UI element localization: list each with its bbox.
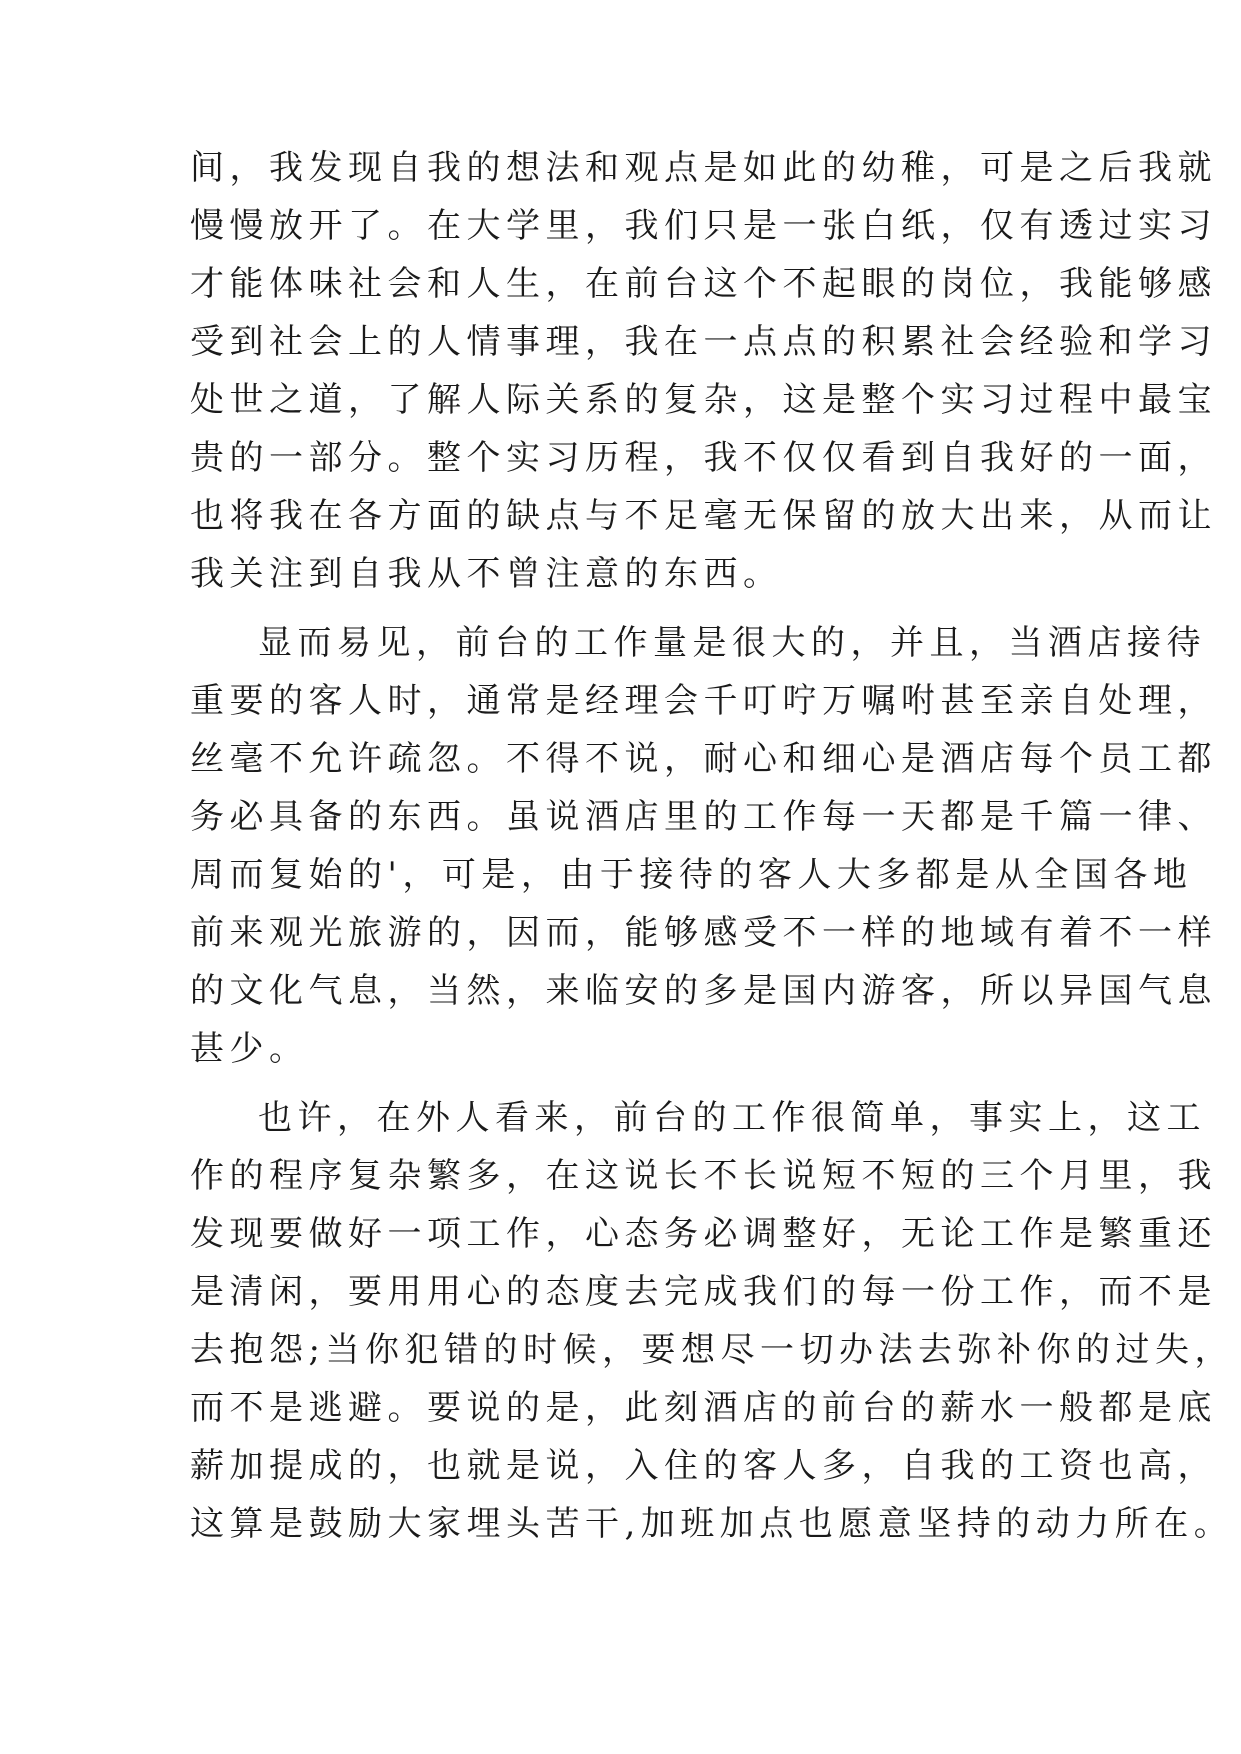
text-line: 丝毫不允许疏忽。不得不说，耐心和细心是酒店每个员工都 — [190, 739, 1217, 779]
text-line: 贵的一部分。整个实习历程，我不仅仅看到自我好的一面， — [190, 438, 1217, 478]
text-line: 发现要做好一项工作，心态务必调整好，无论工作是繁重还 — [190, 1214, 1217, 1254]
text-line: 间，我发现自我的想法和观点是如此的幼稚，可是之后我就 — [190, 148, 1217, 188]
text-line: 而不是逃避。要说的是，此刻酒店的前台的薪水一般都是底 — [190, 1388, 1217, 1428]
text-line: 薪加提成的，也就是说，入住的客人多，自我的工资也高， — [190, 1446, 1217, 1486]
text-line: 才能体味社会和人生，在前台这个不起眼的岗位，我能够感 — [190, 264, 1217, 304]
text-line: 这算是鼓励大家埋头苦干,加班加点也愿意坚持的动力所在。 — [190, 1504, 1234, 1544]
text-line: 也许，在外人看来，前台的工作很简单，事实上，这工 — [258, 1098, 1206, 1138]
text-line: 前来观光旅游的，因而，能够感受不一样的地域有着不一样 — [190, 913, 1217, 953]
text-line: 也将我在各方面的缺点与不足毫无保留的放大出来，从而让 — [190, 496, 1217, 536]
text-line: 是清闲，要用用心的态度去完成我们的每一份工作，而不是 — [190, 1272, 1217, 1312]
text-line: 甚少。 — [190, 1029, 309, 1069]
text-line: 务必具备的东西。虽说酒店里的工作每一天都是千篇一律、 — [190, 797, 1217, 837]
text-line: 作的程序复杂繁多，在这说长不长说短不短的三个月里，我 — [190, 1156, 1217, 1196]
text-line: 我关注到自我从不曾注意的东西。 — [190, 554, 783, 594]
text-line: 去抱怨;当你犯错的时候，要想尽一切办法去弥补你的过失， — [190, 1330, 1234, 1370]
text-line: 处世之道，了解人际关系的复杂，这是整个实习过程中最宝 — [190, 380, 1217, 420]
text-line: 显而易见，前台的工作量是很大的，并且，当酒店接待 — [258, 623, 1206, 663]
text-line: 周而复始的'，可是，由于接待的客人大多都是从全国各地 — [190, 855, 1193, 895]
text-line: 的文化气息，当然，来临安的多是国内游客，所以异国气息 — [190, 971, 1217, 1011]
text-line: 重要的客人时，通常是经理会千叮咛万嘱咐甚至亲自处理， — [190, 681, 1217, 721]
text-line: 慢慢放开了。在大学里，我们只是一张白纸，仅有透过实习 — [190, 206, 1217, 246]
text-line: 受到社会上的人情事理，我在一点点的积累社会经验和学习 — [190, 322, 1217, 362]
